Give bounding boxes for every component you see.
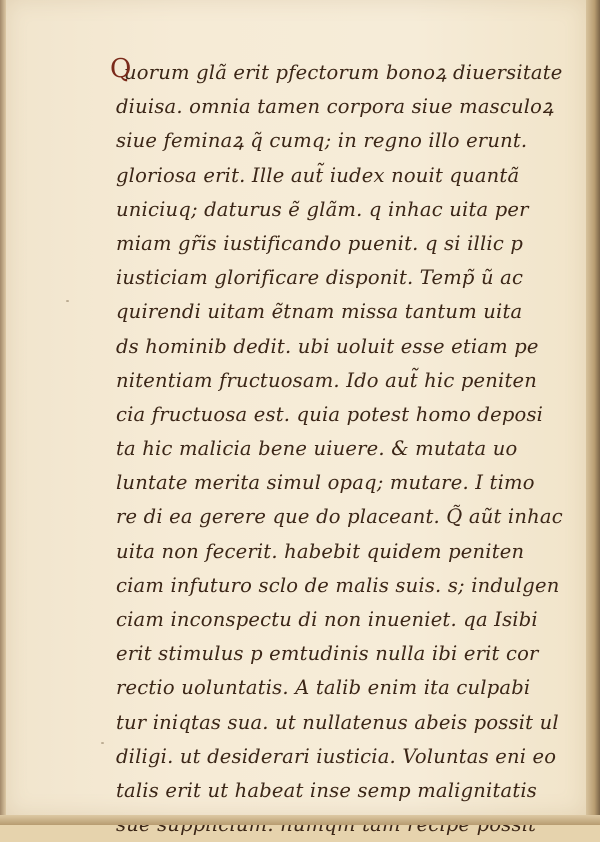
text-line: ta hic malicia bene uiuere. & mutata uo bbox=[116, 437, 518, 461]
text-line: diuisa. omnia tamen corpora siue masculoꝝ bbox=[116, 95, 554, 119]
text-line: talis erit ut habeat inse semp malignitatis bbox=[116, 778, 538, 802]
text-line: diligi. ut desiderari iusticia. Voluntas eni eo bbox=[116, 744, 557, 768]
manuscript-page bbox=[6, 0, 586, 815]
parchment-speck bbox=[66, 300, 69, 302]
text-line: nitentiam fructuosam. Ido aut̃ hic peniten bbox=[116, 368, 538, 392]
text-line: re di ea gerere que do placeant. Q̃ aũt inhac bbox=[116, 505, 563, 529]
text-line: erit stimulus p emtudinis nulla ibi erit cor bbox=[116, 642, 539, 666]
text-line: uniciuq; daturus ẽ glãm. q inhac uita per bbox=[116, 197, 529, 221]
text-line: uita non fecerit. habebit quidem peniten bbox=[116, 539, 525, 563]
text-line: ds hominib dedit. ubi uoluit esse etiam pe bbox=[116, 334, 539, 358]
text-line: ciam infuturo sclo de malis suis. s; indulgen bbox=[116, 573, 560, 597]
text-line: ciam inconspectu di non inueniet. qa Isibi bbox=[116, 608, 538, 631]
text-line: rectio uoluntatis. A talib enim ita culpabi bbox=[116, 676, 531, 700]
page-edge bbox=[586, 0, 600, 825]
text-line: iusticiam glorificare disponit. Temp̃ ũ ac bbox=[116, 266, 524, 290]
text-line: luntate merita simul opaq; mutare. I timo bbox=[116, 471, 535, 495]
text-line: gloriosa erit. Ille aut̃ iudex nouit quantã bbox=[116, 163, 520, 187]
text-line: siue feminaꝝ q̃ cumq; in regno illo erunt. bbox=[116, 129, 528, 153]
decorated-initial: Q bbox=[110, 54, 132, 84]
manuscript-text-block bbox=[110, 54, 566, 842]
text-line: cia fructuosa est. quia potest homo deposi bbox=[116, 402, 544, 426]
text-line: quirendi uitam ẽtnam missa tantum uita bbox=[116, 300, 523, 324]
text-line: uorum glã erit pfectorum bonoꝝ diuersitate bbox=[124, 61, 563, 84]
page-bottom-edge bbox=[0, 815, 600, 825]
parchment-speck bbox=[101, 742, 104, 744]
text-line bbox=[116, 808, 566, 842]
text-line: miam gr̃is iustificando puenit. q si illic p bbox=[116, 231, 524, 255]
text-line: tur iniqtas sua. ut nullatenus abeis possit ul bbox=[116, 710, 559, 734]
